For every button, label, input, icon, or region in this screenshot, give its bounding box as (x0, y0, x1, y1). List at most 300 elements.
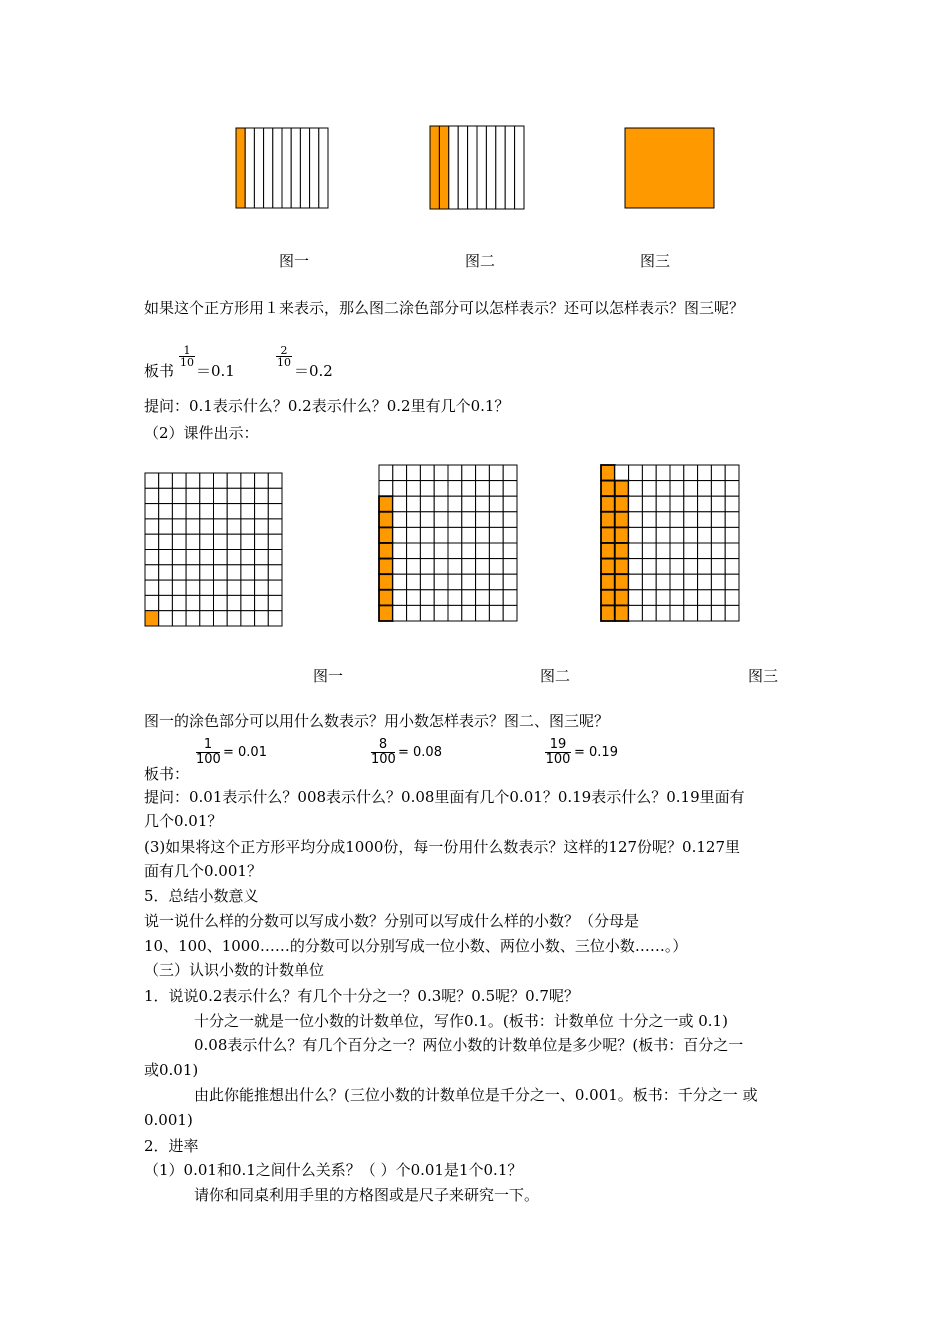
grid-cell (393, 559, 407, 575)
grid-cell (711, 605, 725, 621)
grid-cell (656, 543, 670, 559)
shaded-cell (601, 543, 615, 559)
grid-cell (434, 559, 448, 575)
grid-cell (145, 580, 159, 595)
equals-0-19: = 0.19 (574, 745, 618, 760)
grid-cell (145, 504, 159, 519)
grid-cell (476, 574, 490, 590)
grid-cell (227, 534, 241, 549)
grid-cell (255, 534, 269, 549)
grid-cell (214, 580, 228, 595)
grid-cell (241, 473, 255, 488)
grid-cell (200, 580, 214, 595)
grid-cell (642, 496, 656, 512)
shaded-strip (430, 126, 439, 209)
fraction-8-100: 8 100 (371, 737, 396, 767)
grid-cell (711, 543, 725, 559)
grid-cell (420, 574, 434, 590)
grid-cell (420, 590, 434, 606)
shaded-cell (601, 481, 615, 497)
grid-cell (725, 574, 739, 590)
grid-cell (200, 519, 214, 534)
grid-cell (159, 473, 173, 488)
grid-cell (255, 595, 269, 610)
shaded-cell (615, 496, 629, 512)
grid-cell (393, 512, 407, 528)
text-line-15: 2．进率 (144, 1137, 199, 1155)
caption-grid-3: 图三 (748, 667, 779, 685)
grid-cell (420, 512, 434, 528)
shaded-cell (601, 512, 615, 528)
strip (245, 128, 254, 208)
grid-cell (172, 565, 186, 580)
grid-cell (420, 605, 434, 621)
grid-cell (200, 595, 214, 610)
grid-cell (186, 565, 200, 580)
grid-cell (462, 512, 476, 528)
grid-cell (407, 527, 421, 543)
text-line-16: （1）0.01和0.1之间什么关系？（ ）个0.01是1个0.1？ (144, 1161, 523, 1179)
grid-cell (172, 550, 186, 565)
grid-cell (670, 605, 684, 621)
grid-cell (172, 580, 186, 595)
text-line-1: 提问：0.01表示什么？008表示什么？0.08里面有几个0.01？0.19表示什么？0.19里面有 (144, 788, 745, 806)
shaded-cell (379, 527, 393, 543)
grid-cell (407, 512, 421, 528)
grid-cell (200, 611, 214, 626)
strip (273, 128, 282, 208)
grid-cell (698, 527, 712, 543)
grid-cell (462, 465, 476, 481)
grid-cell (476, 605, 490, 621)
grid-cell (268, 595, 282, 610)
grid-cell (268, 580, 282, 595)
caption-top-2: 图二 (465, 252, 496, 270)
grid-cell (407, 543, 421, 559)
grid-cell (200, 534, 214, 549)
strip (291, 128, 300, 208)
grid-cell (434, 496, 448, 512)
grid-cell (145, 519, 159, 534)
grid-cell (268, 550, 282, 565)
hundredths-grid-2 (378, 464, 518, 622)
grid-cell (255, 473, 269, 488)
grid-cell (214, 519, 228, 534)
grid-cell (656, 512, 670, 528)
grid-cell (186, 488, 200, 503)
text-line-6: 说一说什么样的分数可以写成小数？分别可以写成什么样的小数？（分母是 (144, 912, 640, 930)
grid-cell (725, 512, 739, 528)
grid-cell (159, 519, 173, 534)
grid-cell (462, 590, 476, 606)
grid-cell (725, 559, 739, 575)
grid-cell (407, 559, 421, 575)
shaded-cell (615, 527, 629, 543)
grid-cell (698, 559, 712, 575)
fraction-1-10: $\frac{1}{10}$ (180, 344, 194, 369)
grid-cell (656, 496, 670, 512)
grid-cell (186, 550, 200, 565)
grid-cell (489, 543, 503, 559)
text-line-11: 0.08表示什么？有几个百分之一？两位小数的计数单位是多少呢？(板书：百分之一 (194, 1036, 744, 1054)
shaded-cell (615, 481, 629, 497)
caption-top-3: 图三 (640, 252, 671, 270)
grid-cell (629, 590, 643, 606)
text-line-9: 1．说说0.2表示什么？有几个十分之一？0.3呢？0.5呢？0.7呢？ (144, 987, 579, 1005)
grid-cell (476, 481, 490, 497)
grid-cell (241, 580, 255, 595)
grid-cell (725, 590, 739, 606)
grid-cell (214, 488, 228, 503)
grid-cell (629, 605, 643, 621)
grid-cell (172, 473, 186, 488)
grid-cell (214, 565, 228, 580)
grid-cell (268, 519, 282, 534)
shaded-cell (379, 590, 393, 606)
grid-cell (214, 595, 228, 610)
grid-cell (255, 519, 269, 534)
grid-cell (642, 512, 656, 528)
grid-cell (489, 481, 503, 497)
shaded-cell (615, 543, 629, 559)
shaded-cell (601, 496, 615, 512)
grid-cell (159, 504, 173, 519)
grid-cell (489, 512, 503, 528)
grid-cell (448, 574, 462, 590)
grid-cell (448, 590, 462, 606)
tenths-figure-2 (429, 125, 525, 210)
grid-cell (711, 559, 725, 575)
grid-cell (670, 527, 684, 543)
grid-cell (489, 465, 503, 481)
text-line-17: 请你和同桌利用手里的方格图或是尺子来研究一下。 (194, 1186, 540, 1204)
shaded-strip (236, 128, 245, 208)
caption-grid-2: 图二 (540, 667, 571, 685)
grid-cell (227, 473, 241, 488)
grid-cell (227, 488, 241, 503)
grid-cell (434, 481, 448, 497)
tenths-figure-3 (624, 127, 715, 209)
grid-cell (227, 565, 241, 580)
grid-cell (670, 574, 684, 590)
grid-cell (642, 559, 656, 575)
strip (319, 128, 328, 208)
board-label-2: 板书： (144, 765, 190, 783)
grid-cell (255, 565, 269, 580)
strip (468, 126, 477, 209)
text-line-5: 5．总结小数意义 (144, 887, 259, 905)
strip (477, 126, 486, 209)
grid-cell (725, 543, 739, 559)
tenths-figure-1 (235, 127, 329, 209)
grid-cell (268, 473, 282, 488)
text-line-10: 十分之一就是一位小数的计数单位，写作0.1。(板书：计数单位 十分之一或 0.1) (194, 1012, 728, 1030)
grid-cell (684, 574, 698, 590)
grid-cell (462, 605, 476, 621)
shaded-cell (601, 590, 615, 606)
grid-cell (725, 465, 739, 481)
grid-cell (227, 504, 241, 519)
text-line-2: 几个0.01？ (144, 812, 223, 830)
grid-cell (489, 496, 503, 512)
hundredths-grid-3 (600, 464, 740, 622)
grid-cell (698, 574, 712, 590)
grid-cell (145, 595, 159, 610)
ask-1: 提问：0.1表示什么？0.2表示什么？0.2里有几个0.1？ (144, 397, 510, 415)
grid-cell (698, 465, 712, 481)
grid-cell (448, 527, 462, 543)
grid-cell (434, 574, 448, 590)
grid-cell (172, 519, 186, 534)
grid-cell (489, 527, 503, 543)
grid-cell (434, 543, 448, 559)
grid-cell (200, 473, 214, 488)
strip (254, 128, 263, 208)
step-2: （2）课件出示： (144, 424, 259, 442)
shaded-cell (601, 559, 615, 575)
shaded-cell (601, 465, 615, 481)
grid-cell (159, 534, 173, 549)
grid-cell (420, 496, 434, 512)
grid-cell (503, 574, 517, 590)
grid-cell (186, 473, 200, 488)
grid-cell (503, 605, 517, 621)
grid-cell (379, 481, 393, 497)
grid-cell (642, 465, 656, 481)
grid-cell (227, 519, 241, 534)
grid-cell (642, 574, 656, 590)
grid-cell (448, 559, 462, 575)
grid-cell (159, 580, 173, 595)
text-line-13: 由此你能推想出什么？(三位小数的计数单位是千分之一、0.001。板书：千分之一 或 (194, 1086, 758, 1104)
grid-cell (227, 580, 241, 595)
grid-cell (186, 595, 200, 610)
grid-cell (172, 488, 186, 503)
grid-cell (448, 543, 462, 559)
grid-cell (214, 504, 228, 519)
grid-cell (393, 465, 407, 481)
grid-cell (145, 488, 159, 503)
grid-cell (670, 543, 684, 559)
grid-cell (393, 527, 407, 543)
shaded-square (625, 128, 714, 208)
strip (486, 126, 495, 209)
grid-cell (145, 565, 159, 580)
strip (310, 128, 319, 208)
grid-cell (214, 473, 228, 488)
grid-cell (241, 550, 255, 565)
grid-cell (642, 481, 656, 497)
grid-cell (255, 488, 269, 503)
grid-cell (186, 504, 200, 519)
grid-cell (159, 611, 173, 626)
shaded-cell (145, 611, 159, 626)
grid-cell (227, 595, 241, 610)
grid-cell (407, 590, 421, 606)
grid-cell (670, 465, 684, 481)
grid-cell (200, 488, 214, 503)
grid-cell (476, 527, 490, 543)
shaded-cell (379, 543, 393, 559)
grid-cell (241, 534, 255, 549)
strip (496, 126, 505, 209)
grid-cell (462, 559, 476, 575)
grid-cell (656, 605, 670, 621)
grid-cell (656, 574, 670, 590)
grid-cell (420, 465, 434, 481)
grid-cell (407, 481, 421, 497)
grid-cell (711, 527, 725, 543)
strip (515, 126, 524, 209)
grid-cell (200, 504, 214, 519)
grid-cell (656, 590, 670, 606)
shaded-cell (379, 496, 393, 512)
shaded-cell (615, 559, 629, 575)
shaded-cell (615, 512, 629, 528)
text-line-12: 或0.01) (144, 1061, 199, 1079)
grid-cell (642, 527, 656, 543)
grid-cell (489, 605, 503, 621)
grid-cell (711, 512, 725, 528)
grid-cell (476, 590, 490, 606)
grid-cell (462, 543, 476, 559)
strip (300, 128, 309, 208)
grid-cell (448, 465, 462, 481)
grid-cell (172, 504, 186, 519)
grid-cell (255, 580, 269, 595)
grid-cell (711, 481, 725, 497)
grid-cell (503, 590, 517, 606)
strip (505, 126, 514, 209)
grid-cell (629, 543, 643, 559)
grid-cell (476, 559, 490, 575)
grid-cell (214, 550, 228, 565)
grid-cell (434, 590, 448, 606)
grid-cell (462, 496, 476, 512)
grid-cell (725, 481, 739, 497)
grid-cell (200, 565, 214, 580)
grid-cell (214, 611, 228, 626)
grid-cell (200, 550, 214, 565)
grid-cell (186, 580, 200, 595)
grid-cell (159, 595, 173, 610)
grid-cell (434, 605, 448, 621)
grid-cell (268, 488, 282, 503)
shaded-cell (601, 605, 615, 621)
grid-cell (241, 611, 255, 626)
grid-cell (503, 543, 517, 559)
grid-cell (268, 534, 282, 549)
grid-cell (393, 605, 407, 621)
grid-cell (503, 465, 517, 481)
grid-cell (698, 512, 712, 528)
grid-cell (503, 496, 517, 512)
grid-cell (629, 496, 643, 512)
grid-cell (393, 481, 407, 497)
fraction-1-100: 1 100 (196, 737, 221, 767)
grid-cell (684, 543, 698, 559)
grid-cell (476, 512, 490, 528)
grid-cell (476, 543, 490, 559)
grid-cell (462, 527, 476, 543)
grid-cell (684, 481, 698, 497)
grid-cell (725, 605, 739, 621)
fraction-2-10: $\frac{2}{10}$ (277, 344, 291, 369)
grid-cell (476, 496, 490, 512)
grid-cell (656, 527, 670, 543)
text-line-7: 10、100、1000……的分数可以分别写成一位小数、两位小数、三位小数……。） (144, 937, 688, 955)
grid-cell (503, 512, 517, 528)
grid-cell (656, 559, 670, 575)
hundredths-grid-1 (144, 472, 283, 627)
grid-cell (145, 534, 159, 549)
grid-cell (159, 565, 173, 580)
grid-cell (448, 605, 462, 621)
grid-cell (172, 534, 186, 549)
equals-0-01: = 0.01 (223, 745, 267, 760)
grid-cell (629, 481, 643, 497)
grid-cell (393, 574, 407, 590)
grid-cell (670, 512, 684, 528)
grid-cell (684, 496, 698, 512)
grid-cell (407, 605, 421, 621)
grid-cell (670, 559, 684, 575)
shaded-cell (379, 574, 393, 590)
grid-cell (268, 565, 282, 580)
grid-cell (145, 550, 159, 565)
grid-cell (642, 590, 656, 606)
grid-cell (615, 465, 629, 481)
fraction-19-100: 19 100 (545, 737, 571, 767)
grid-cell (629, 559, 643, 575)
grid-cell (214, 534, 228, 549)
grid-cell (489, 559, 503, 575)
grid-cell (462, 481, 476, 497)
grid-cell (656, 481, 670, 497)
grid-cell (172, 595, 186, 610)
strip (282, 128, 291, 208)
grid-cell (420, 527, 434, 543)
board-label-1: 板书 (144, 362, 175, 380)
grid-cell (629, 527, 643, 543)
grid-cell (434, 512, 448, 528)
grid-cell (698, 481, 712, 497)
shaded-strip (439, 126, 448, 209)
grid-cell (684, 559, 698, 575)
text-line-4: 面有几个0.001？ (144, 862, 262, 880)
equals-0-2: ＝0.2 (294, 362, 333, 380)
grid-cell (241, 519, 255, 534)
grid-cell (172, 611, 186, 626)
grid-cell (186, 519, 200, 534)
grid-cell (420, 481, 434, 497)
grid-cell (407, 496, 421, 512)
grid-cell (462, 574, 476, 590)
shaded-cell (615, 574, 629, 590)
shaded-cell (615, 605, 629, 621)
shaded-cell (379, 559, 393, 575)
equals-0-08: = 0.08 (398, 745, 442, 760)
shaded-cell (601, 574, 615, 590)
grid-cell (711, 574, 725, 590)
question-1: 如果这个正方形用１来表示，那么图二涂色部分可以怎样表示？还可以怎样表示？图三呢？ (144, 299, 745, 317)
grid-cell (227, 611, 241, 626)
grid-cell (241, 595, 255, 610)
strip (458, 126, 467, 209)
grid-cell (684, 465, 698, 481)
grid-cell (489, 590, 503, 606)
grid-cell (725, 496, 739, 512)
